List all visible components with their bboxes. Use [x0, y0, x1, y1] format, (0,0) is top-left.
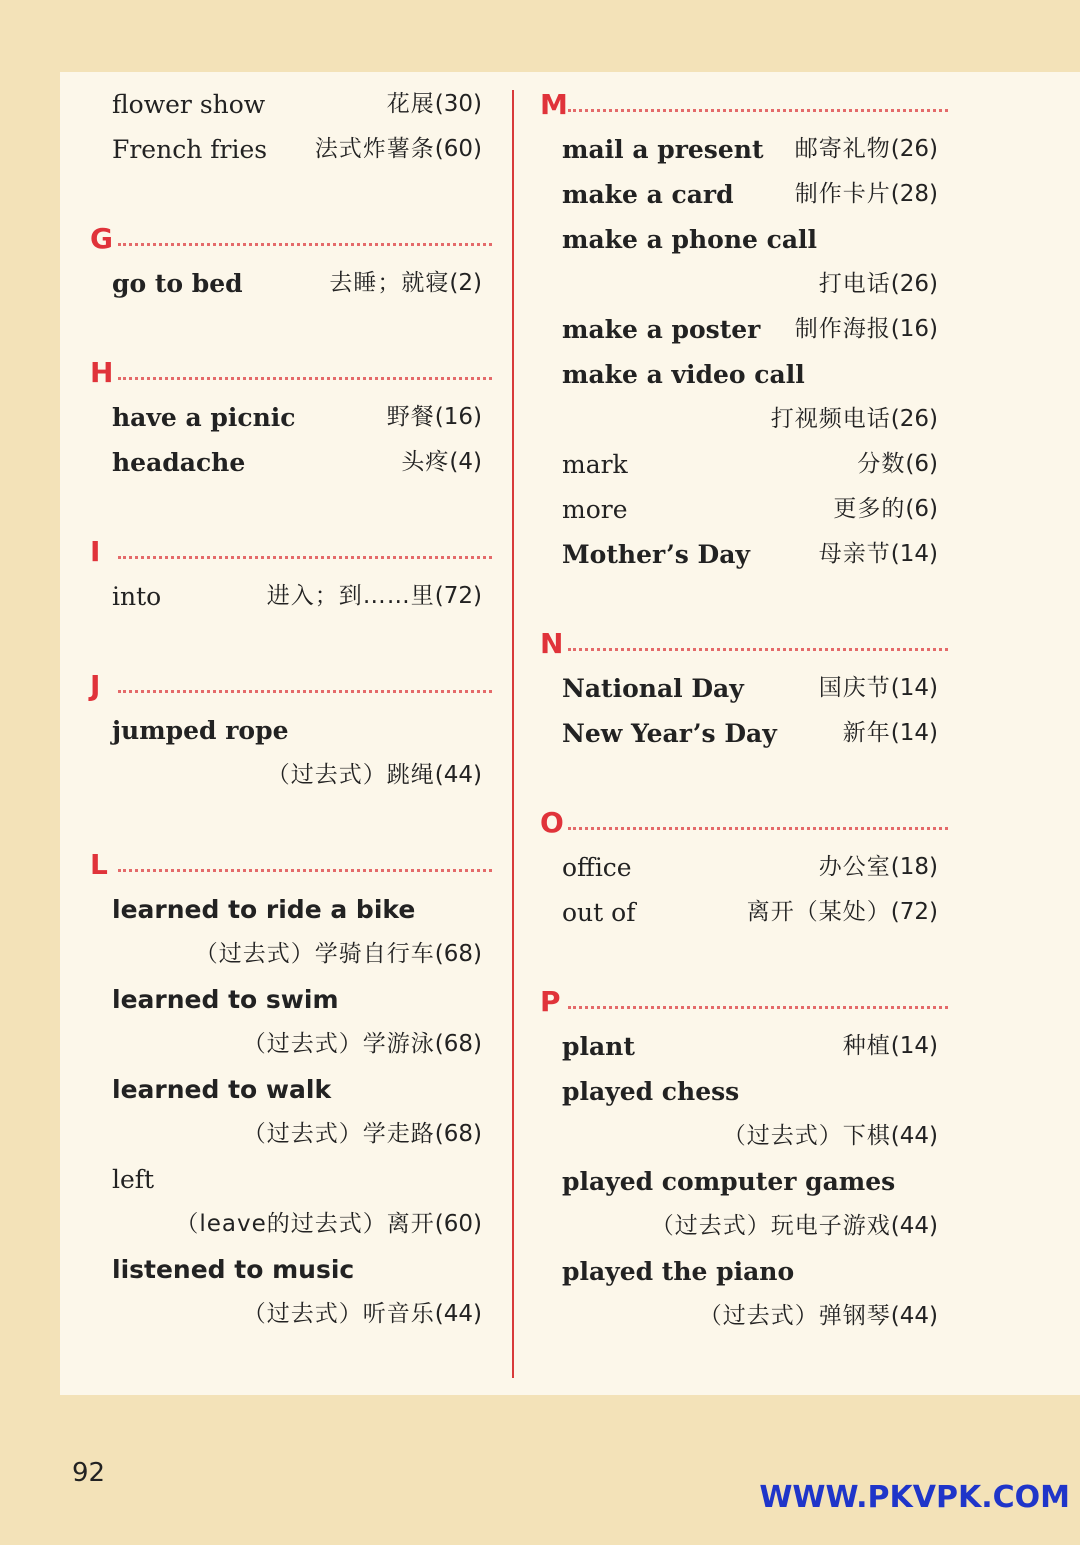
entry-make-a-poster [562, 307, 938, 352]
section-letter: O [540, 806, 564, 839]
section-letter: L [90, 848, 108, 881]
entry-office [562, 845, 938, 890]
page-ref: (14) [890, 720, 938, 746]
meaning-text: （过去式）学走路 [242, 1121, 435, 1147]
section-letter: G [90, 222, 113, 255]
meaning-text: （过去式）下棋 [722, 1123, 891, 1149]
entry-meaning [387, 395, 482, 440]
entry-word: left [112, 1165, 155, 1194]
section-letter: I [90, 535, 101, 568]
entry-mark [562, 442, 938, 487]
entry-out-of [562, 890, 938, 935]
entry-meaning [243, 1292, 482, 1337]
section-letter: H [90, 356, 114, 389]
dotted-rule [568, 827, 948, 830]
entry-meaning [747, 890, 938, 935]
meaning-text: 打视频电话 [770, 406, 891, 432]
page-ref: (44) [890, 1213, 938, 1239]
entry-word: listened to music [112, 1255, 355, 1284]
entry-word: plant [562, 1032, 635, 1061]
entry-played-chess [562, 1069, 938, 1114]
meaning-text: （leave的过去式）离开 [175, 1211, 435, 1237]
meaning-text: 办公室 [818, 854, 891, 880]
entry-meaning [857, 442, 938, 487]
entry-left-meaning [112, 1202, 482, 1247]
entry-word: go to bed [112, 269, 243, 298]
entry-meaning [651, 1204, 938, 1249]
page-ref: (14) [890, 541, 938, 567]
entry-meaning [699, 1294, 938, 1339]
left-column [90, 82, 482, 1337]
entry-meaning [175, 1202, 482, 1247]
dotted-rule [118, 556, 492, 559]
entry-played-the-piano [562, 1249, 938, 1294]
page-ref: (6) [905, 496, 938, 522]
entry-word: Mother’s Day [562, 540, 750, 569]
entry-plant [562, 1024, 938, 1069]
meaning-text: 母亲节 [818, 541, 891, 567]
dotted-rule [568, 648, 948, 651]
page-ref: (72) [890, 899, 938, 925]
right-column [540, 82, 938, 1339]
entry-have-a-picnic [112, 395, 482, 440]
entry-meaning [833, 487, 938, 532]
section-header-m [540, 82, 938, 127]
page-ref: (68) [434, 941, 482, 967]
meaning-text: 种植 [842, 1033, 891, 1059]
entry-word: played chess [562, 1077, 740, 1106]
meaning-text: （过去式）学骑自行车 [194, 941, 435, 967]
section-header-g [90, 216, 482, 261]
section-letter: M [540, 88, 568, 121]
meaning-text: 制作卡片 [794, 181, 891, 207]
page-ref: (14) [890, 1033, 938, 1059]
entry-mail-a-present [562, 127, 938, 172]
page-ref: (44) [890, 1303, 938, 1329]
page-ref: (16) [890, 316, 938, 342]
entry-listened-to-music-meaning [112, 1292, 482, 1337]
entry-meaning [819, 262, 938, 307]
section-header-l [90, 842, 482, 887]
entry-word: into [112, 582, 162, 611]
page-number: 92 [72, 1458, 106, 1488]
meaning-text: 制作海报 [794, 316, 891, 342]
section-header-n [540, 621, 938, 666]
entry-word: mark [562, 450, 628, 479]
entry-word: make a video call [562, 360, 805, 389]
meaning-text: 新年 [842, 720, 891, 746]
entry-meaning [795, 127, 938, 172]
entry-meaning [795, 307, 938, 352]
entry-word: office [562, 853, 632, 882]
entry-jumped-rope [112, 708, 482, 753]
section-letter: P [540, 985, 561, 1018]
meaning-text: 法式炸薯条 [314, 136, 435, 162]
entry-played-computer-games [562, 1159, 938, 1204]
entry-played-chess-meaning [562, 1114, 938, 1159]
meaning-text: 进入；到……里 [266, 583, 435, 609]
entry-word: jumped rope [112, 716, 289, 745]
entry-meaning [329, 261, 482, 306]
page-ref: (6) [905, 451, 938, 477]
entry-make-a-video-call-meaning [562, 397, 938, 442]
entry-meaning [267, 574, 482, 619]
meaning-text: 邮寄礼物 [794, 136, 891, 162]
page-ref: (72) [434, 583, 482, 609]
dotted-rule [118, 690, 492, 693]
page-ref: (14) [890, 675, 938, 701]
entry-word: have a picnic [112, 403, 296, 432]
entry-word: make a poster [562, 315, 761, 344]
entry-meaning [243, 1112, 482, 1157]
entry-headache [112, 440, 482, 485]
entry-learned-to-swim-meaning [112, 1022, 482, 1067]
entry-learned-to-ride-a-bike-meaning [112, 932, 482, 977]
page-ref: (26) [890, 271, 938, 297]
entry-meaning [315, 127, 482, 172]
page-ref: (60) [434, 1211, 482, 1237]
entry-word: learned to swim [112, 985, 339, 1014]
entry-word: mail a present [562, 135, 764, 164]
section-letter: J [90, 669, 101, 702]
entry-meaning [819, 532, 938, 577]
entry-learned-to-swim [112, 977, 482, 1022]
entry-meaning [723, 1114, 938, 1159]
section-header-j [90, 663, 482, 708]
entry-meaning [387, 82, 482, 127]
meaning-text: 国庆节 [818, 675, 891, 701]
entry-meaning [843, 1024, 938, 1069]
entry-word: out of [562, 898, 636, 927]
entry-french-fries [112, 127, 482, 172]
entry-meaning [795, 172, 938, 217]
page-ref: (2) [449, 270, 482, 296]
entry-word: more [562, 495, 628, 524]
entry-word: New Year’s Day [562, 719, 777, 748]
meaning-text: 打电话 [818, 271, 891, 297]
section-header-p [540, 979, 938, 1024]
entry-meaning [843, 711, 938, 756]
meaning-text: 更多的 [833, 496, 906, 522]
entry-word: played computer games [562, 1167, 896, 1196]
entry-meaning [401, 440, 482, 485]
meaning-text: 分数 [857, 451, 906, 477]
entry-meaning [195, 932, 482, 977]
dotted-rule [118, 869, 492, 872]
entry-word: headache [112, 448, 246, 477]
entry-into [112, 574, 482, 619]
meaning-text: （过去式）学游泳 [242, 1031, 435, 1057]
entry-word: flower show [112, 90, 266, 119]
page-ref: (44) [434, 1301, 482, 1327]
meaning-text: 花展 [386, 91, 435, 117]
page-ref: (26) [890, 406, 938, 432]
column-divider [512, 90, 514, 1378]
entry-word: learned to walk [112, 1075, 332, 1104]
page-ref: (16) [434, 404, 482, 430]
entry-mothers-day [562, 532, 938, 577]
site-watermark: WWW.PKVPK.COM [759, 1480, 1070, 1515]
entry-word: make a card [562, 180, 734, 209]
meaning-text: 去睡；就寝 [329, 270, 450, 296]
entry-make-a-card [562, 172, 938, 217]
page-ref: (44) [434, 762, 482, 788]
meaning-text: 离开（某处） [746, 899, 891, 925]
entry-go-to-bed [112, 261, 482, 306]
entry-more [562, 487, 938, 532]
entry-meaning [267, 753, 482, 798]
entry-meaning [819, 666, 938, 711]
entry-national-day [562, 666, 938, 711]
meaning-text: （过去式）弹钢琴 [698, 1303, 891, 1329]
page-ref: (68) [434, 1121, 482, 1147]
dotted-rule [568, 109, 948, 112]
section-letter: N [540, 627, 564, 660]
page-ref: (68) [434, 1031, 482, 1057]
entry-make-a-video-call [562, 352, 938, 397]
entry-new-years-day [562, 711, 938, 756]
section-header-h [90, 350, 482, 395]
page-ref: (30) [434, 91, 482, 117]
entry-played-computer-games-meaning [562, 1204, 938, 1249]
entry-left [112, 1157, 482, 1202]
dotted-rule [118, 377, 492, 380]
entry-learned-to-walk [112, 1067, 482, 1112]
entry-make-a-phone-call-meaning [562, 262, 938, 307]
entry-word: French fries [112, 135, 268, 164]
page-ref: (28) [890, 181, 938, 207]
page-ref: (4) [449, 449, 482, 475]
entry-meaning [819, 845, 938, 890]
entry-word: National Day [562, 674, 744, 703]
entry-make-a-phone-call [562, 217, 938, 262]
entry-word: learned to ride a bike [112, 895, 416, 924]
section-header-i [90, 529, 482, 574]
entry-word: played the piano [562, 1257, 795, 1286]
dotted-rule [118, 243, 492, 246]
entry-meaning [771, 397, 938, 442]
entry-jumped-rope-meaning [112, 753, 482, 798]
entry-word: make a phone call [562, 225, 818, 254]
dotted-rule [568, 1006, 948, 1009]
page-ref: (18) [890, 854, 938, 880]
entry-flower-show [112, 82, 482, 127]
entry-meaning [243, 1022, 482, 1067]
entry-learned-to-walk-meaning [112, 1112, 482, 1157]
entry-listened-to-music [112, 1247, 482, 1292]
meaning-text: 头疼 [401, 449, 450, 475]
meaning-text: 野餐 [386, 404, 435, 430]
meaning-text: （过去式）跳绳 [266, 762, 435, 788]
entry-learned-to-ride-a-bike [112, 887, 482, 932]
entry-played-the-piano-meaning [562, 1294, 938, 1339]
page-ref: (44) [890, 1123, 938, 1149]
page-ref: (26) [890, 136, 938, 162]
page-ref: (60) [434, 136, 482, 162]
meaning-text: （过去式）玩电子游戏 [650, 1213, 891, 1239]
meaning-text: （过去式）听音乐 [242, 1301, 435, 1327]
section-header-o [540, 800, 938, 845]
